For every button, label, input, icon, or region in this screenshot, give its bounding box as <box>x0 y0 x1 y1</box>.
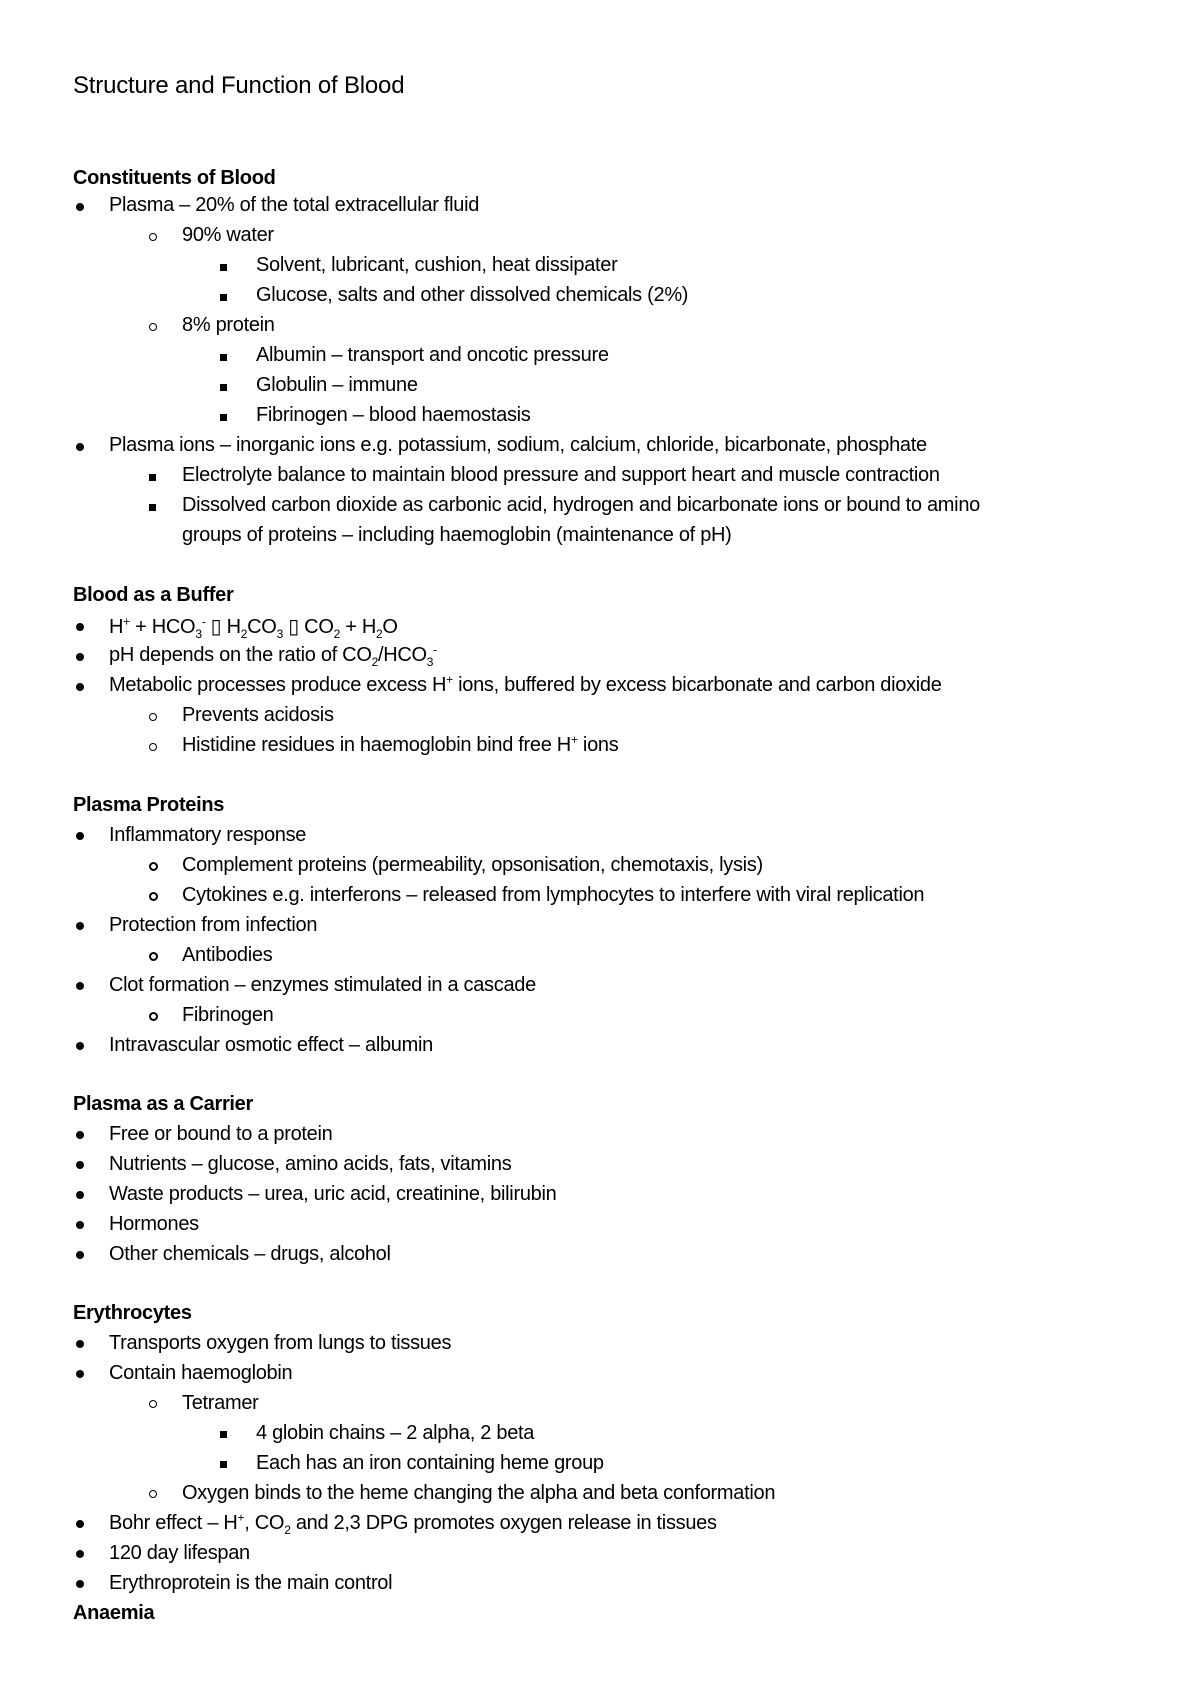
bullet-icon <box>76 443 84 451</box>
bullet-icon <box>76 1520 84 1528</box>
circle-bullet-icon <box>149 323 157 331</box>
bullet-icon <box>76 832 84 840</box>
circle-bullet-icon <box>149 1012 158 1021</box>
section-heading-buffer: Blood as a Buffer <box>73 584 234 606</box>
circle-bullet-icon <box>149 952 158 961</box>
list-item: Hormones <box>109 1213 199 1235</box>
circle-bullet-icon <box>149 743 157 751</box>
list-item: Fibrinogen – blood haemostasis <box>256 404 531 426</box>
list-item: Globulin – immune <box>256 374 418 396</box>
bullet-icon <box>76 922 84 930</box>
list-item: Clot formation – enzymes stimulated in a cascade <box>109 974 536 996</box>
list-item: Metabolic processes produce excess H+ ions, buffered by excess bicarbonate and carbon dioxide <box>109 672 942 696</box>
list-item: Each has an iron containing heme group <box>256 1452 604 1474</box>
section-heading-anaemia: Anaemia <box>73 1602 155 1624</box>
list-item: Albumin – transport and oncotic pressure <box>256 344 609 366</box>
section-heading-erythrocytes: Erythrocytes <box>73 1302 192 1324</box>
bullet-icon <box>76 1580 84 1588</box>
bullet-icon <box>76 982 84 990</box>
equation-item: $H^+ + HCO_3^-$ ▯ $H_2CO_3$ ▯ $CO_2 + H_2O$ <box>109 614 398 641</box>
list-item: Prevents acidosis <box>182 704 334 726</box>
bullet-icon <box>76 203 84 211</box>
bullet-icon <box>76 1251 84 1259</box>
square-bullet-icon <box>149 504 156 511</box>
section-heading-proteins: Plasma Proteins <box>73 794 225 816</box>
list-item: pH depends on the ratio of $CO_2/HCO_3^-$ <box>109 642 437 669</box>
list-item: 4 globin chains – 2 alpha, 2 beta <box>256 1422 535 1444</box>
list-item: Transports oxygen from lungs to tissues <box>109 1332 452 1354</box>
square-bullet-icon <box>220 354 227 361</box>
list-item: Antibodies <box>182 944 273 966</box>
square-bullet-icon <box>220 1431 227 1438</box>
bullet-icon <box>76 1370 84 1378</box>
bullet-icon <box>76 1340 84 1348</box>
list-item: Other chemicals – drugs, alcohol <box>109 1243 391 1265</box>
bullet-icon <box>76 1161 84 1169</box>
list-item: Contain haemoglobin <box>109 1362 293 1384</box>
section-heading-constituents: Constituents of Blood <box>73 167 276 189</box>
bullet-icon <box>76 1191 84 1199</box>
list-item: Solvent, lubricant, cushion, heat dissipater <box>256 254 618 276</box>
square-bullet-icon <box>149 474 156 481</box>
list-item: Tetramer <box>182 1392 259 1414</box>
circle-bullet-icon <box>149 713 157 721</box>
bullet-icon <box>76 1221 84 1229</box>
list-item: Oxygen binds to the heme changing the alpha and beta conformation <box>182 1482 776 1504</box>
bullet-icon <box>76 1042 84 1050</box>
list-item: Plasma – 20% of the total extracellular fluid <box>109 194 480 216</box>
bullet-icon <box>76 653 84 661</box>
list-item: Inflammatory response <box>109 824 307 846</box>
list-item: Histidine residues in haemoglobin bind free H+ ions <box>182 732 619 756</box>
list-item: Waste products – urea, uric acid, creatinine, bilirubin <box>109 1183 557 1205</box>
list-item: Plasma ions – inorganic ions e.g. potassium, sodium, calcium, chloride, bicarbonate, phosphate <box>109 434 927 456</box>
list-item-continuation: groups of proteins – including haemoglobin (maintenance of pH) <box>182 524 732 546</box>
section-heading-carrier: Plasma as a Carrier <box>73 1093 253 1115</box>
list-item: Erythroprotein is the main control <box>109 1572 393 1594</box>
list-item: Dissolved carbon dioxide as carbonic acid, hydrogen and bicarbonate ions or bound to amino <box>182 494 980 516</box>
list-item: Protection from infection <box>109 914 318 936</box>
bullet-icon <box>76 683 84 691</box>
circle-bullet-icon <box>149 862 158 871</box>
circle-bullet-icon <box>149 892 158 901</box>
list-item: 90% water <box>182 224 274 246</box>
list-item: Free or bound to a protein <box>109 1123 333 1145</box>
list-item: Glucose, salts and other dissolved chemicals (2%) <box>256 284 689 306</box>
circle-bullet-icon <box>149 1400 157 1408</box>
list-item: Cytokines e.g. interferons – released from lymphocytes to interfere with viral replication <box>182 884 925 906</box>
list-item: 120 day lifespan <box>109 1542 250 1564</box>
bullet-icon <box>76 1550 84 1558</box>
list-item: Intravascular osmotic effect – albumin <box>109 1034 433 1056</box>
square-bullet-icon <box>220 294 227 301</box>
list-item: Complement proteins (permeability, opsonisation, chemotaxis, lysis) <box>182 854 763 876</box>
list-item: 8% protein <box>182 314 275 336</box>
square-bullet-icon <box>220 264 227 271</box>
square-bullet-icon <box>220 384 227 391</box>
page-title: Structure and Function of Blood <box>73 72 405 99</box>
bullet-icon <box>76 623 84 631</box>
circle-bullet-icon <box>149 233 157 241</box>
list-item: Bohr effect – H+, $CO_2$ and 2,3 DPG promotes oxygen release in tissues <box>109 1510 717 1537</box>
bullet-icon <box>76 1131 84 1139</box>
list-item: Fibrinogen <box>182 1004 274 1026</box>
square-bullet-icon <box>220 1461 227 1468</box>
circle-bullet-icon <box>149 1490 157 1498</box>
square-bullet-icon <box>220 414 227 421</box>
list-item: Nutrients – glucose, amino acids, fats, vitamins <box>109 1153 512 1175</box>
list-item: Electrolyte balance to maintain blood pressure and support heart and muscle contraction <box>182 464 940 486</box>
